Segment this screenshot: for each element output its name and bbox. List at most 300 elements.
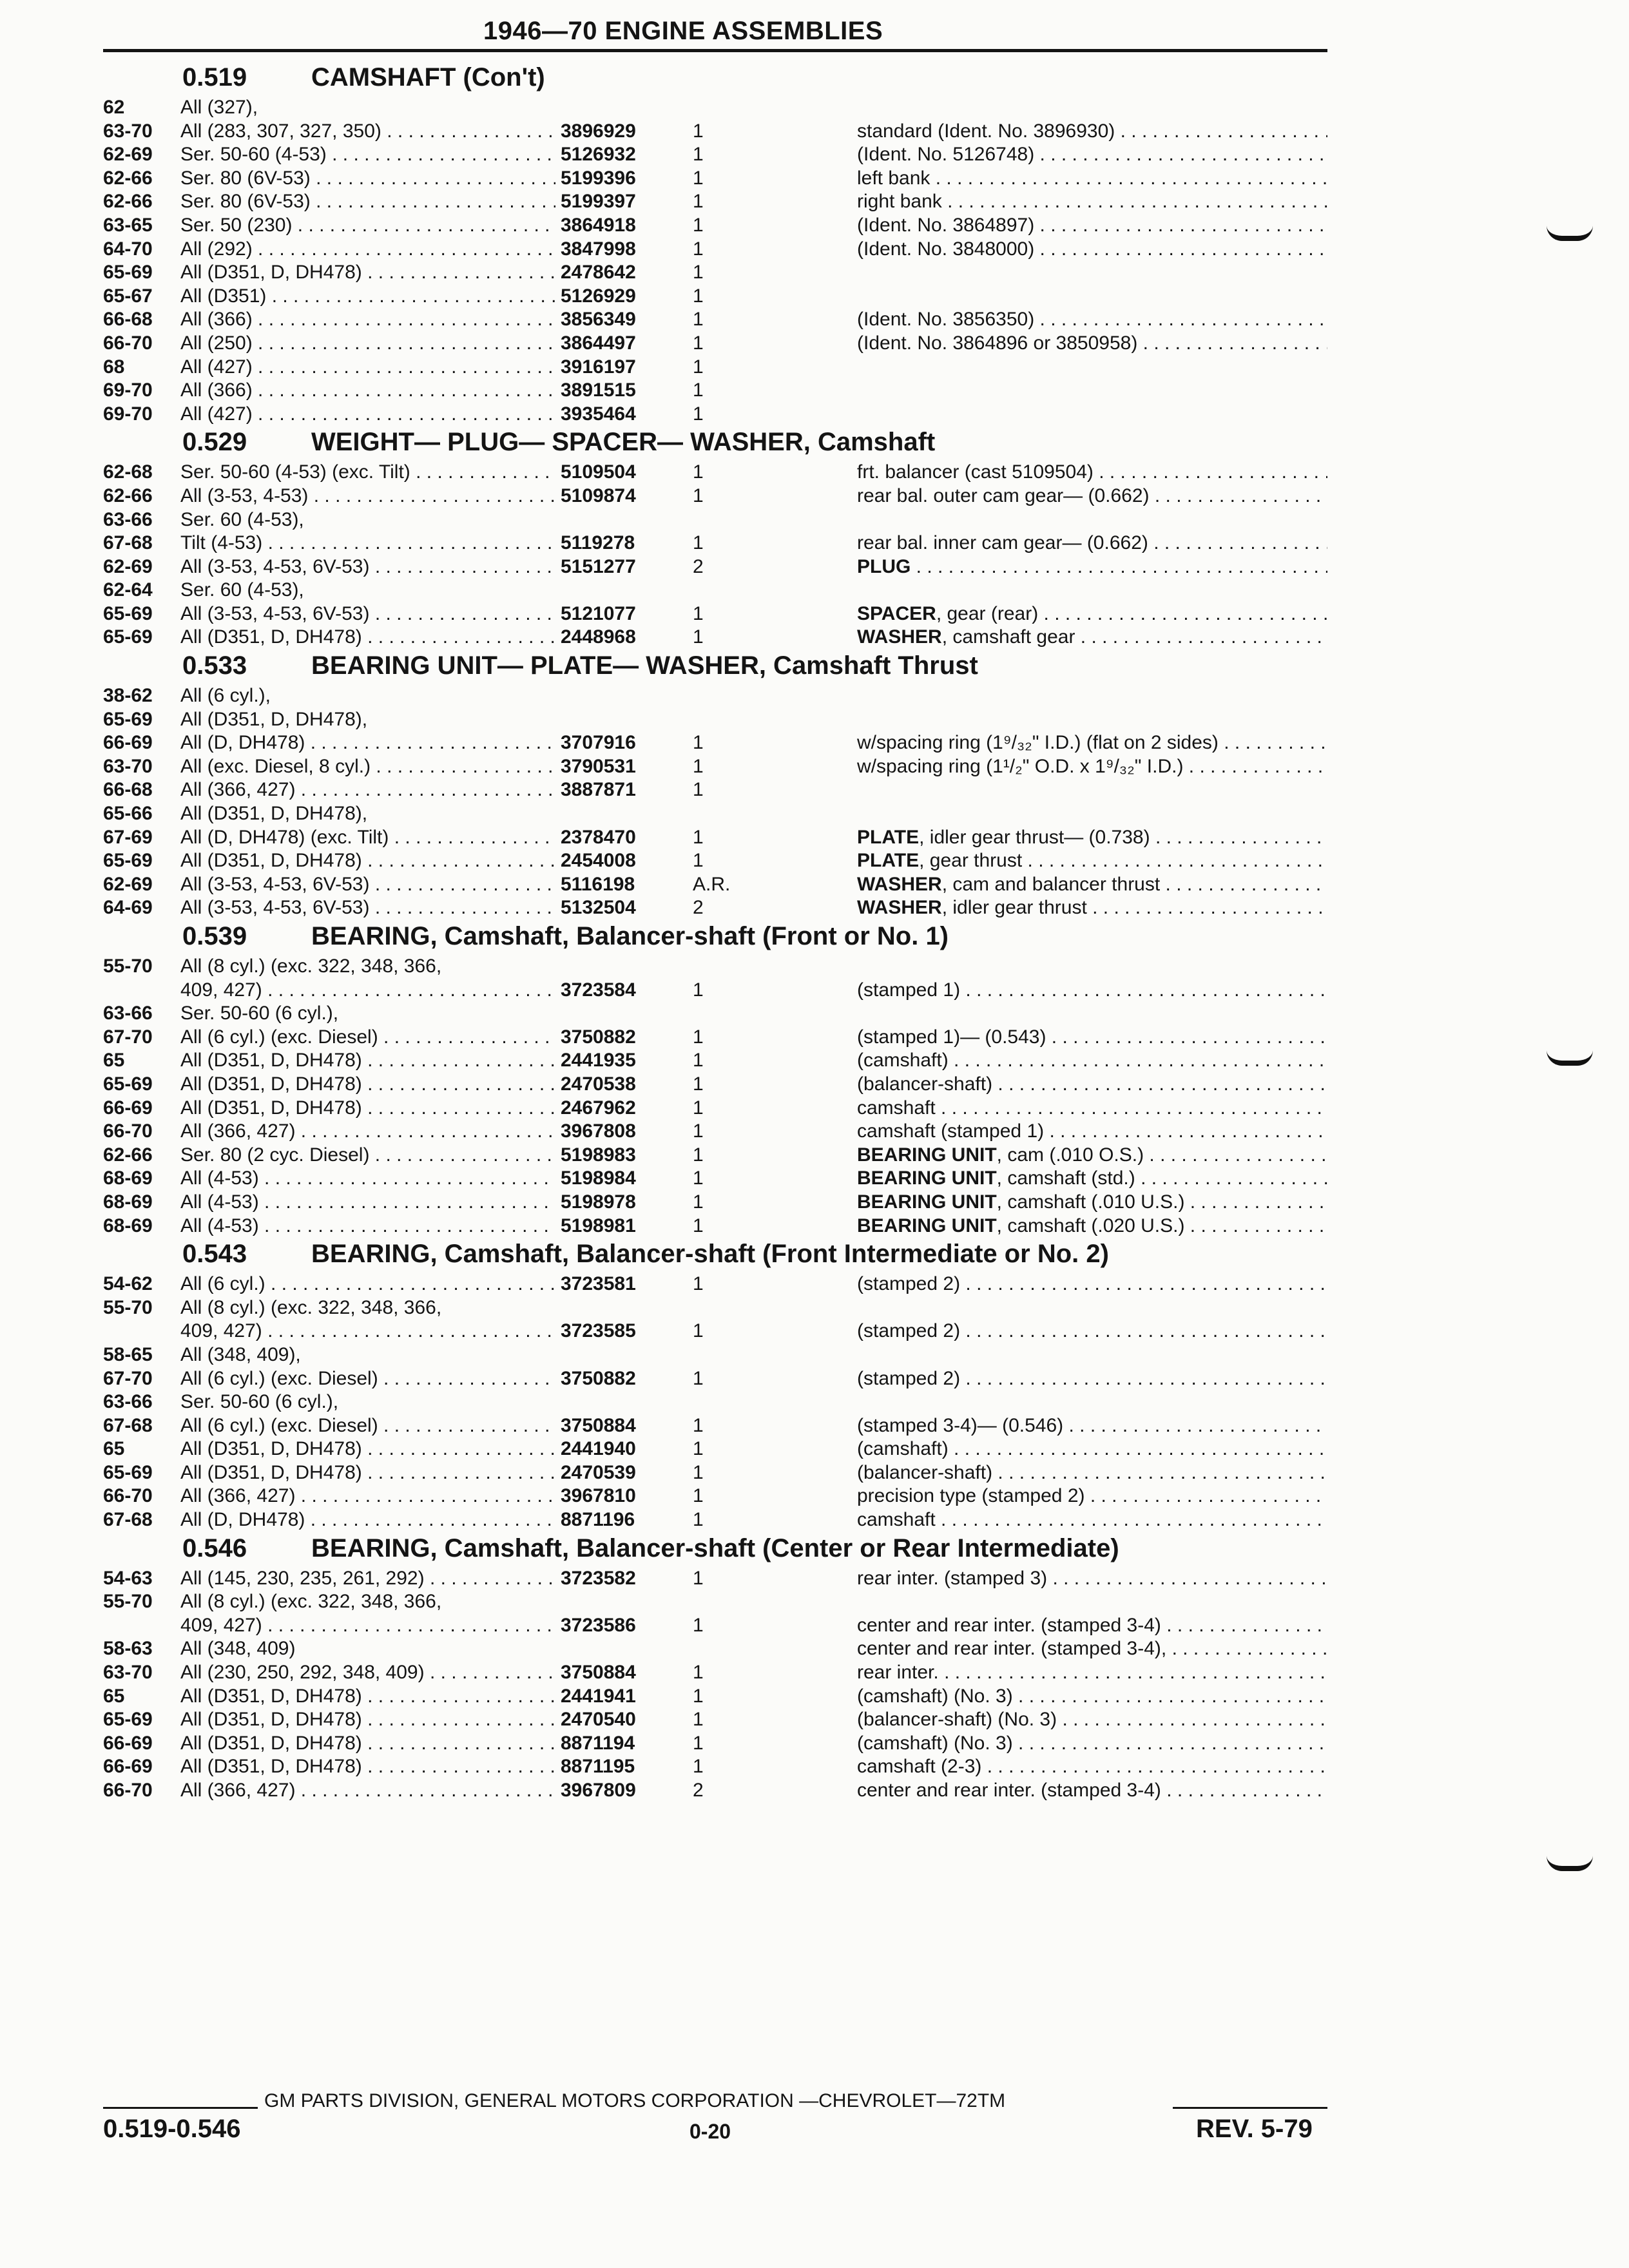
quantity: 1 [693,356,704,378]
section-title: BEARING, Camshaft, Balancer-shaft (Front or No. 1) [311,922,949,950]
description: camshaft (2-3) . . . [857,1755,1327,1779]
model-years: 65-69 [103,1461,153,1483]
application: All (6 cyl.) (exc. Diesel) . . . [180,1414,625,1438]
quantity: 1 [693,309,704,331]
quantity: 1 [693,626,704,648]
table-row [103,1296,1327,1320]
application: All (D351, D, DH478) . . . [180,1461,625,1485]
part-number: 3864497 [555,332,636,356]
description: PLATE, gear thrust . . . [857,849,1327,873]
model-years: 67-68 [103,1414,153,1436]
footer-page-number: 0-20 [689,2120,731,2143]
model-years: 67-70 [103,1026,153,1048]
section-number: 0.533 [182,651,247,680]
description: camshaft . . . [857,1097,1327,1120]
application: All (D351, D, DH478) . . . [180,626,625,649]
model-years: 55-70 [103,1296,153,1318]
application: All (327), [180,97,258,118]
part-number: 3864918 [555,214,636,238]
application: All (366, 427) . . . [180,778,625,802]
table-row [103,261,1327,285]
part-number: 3896929 [555,120,636,144]
table-row [103,1485,1327,1508]
quantity: 1 [693,1567,704,1589]
description: frt. balancer (cast 5109504) . . . [857,461,1327,485]
application: Ser. 80 (2 cyc. Diesel) . . . [180,1144,625,1168]
application: Ser. 60 (4-53), [180,508,304,530]
model-years: 55-70 [103,956,153,977]
quantity: 1 [693,1367,704,1389]
part-number: 8871194 [555,1732,635,1756]
application: All (8 cyl.) (exc. 322, 348, 366, [180,956,442,977]
description: (camshaft) (No. 3) . . . [857,1732,1327,1756]
application: All (292) . . . [180,238,625,262]
part-number: 5198983 [555,1144,636,1168]
application: Ser. 50-60 (6 cyl.), [180,1003,339,1024]
model-years: 66-68 [103,779,153,801]
application: All (4-53) . . . [180,1215,625,1238]
description: BEARING UNIT, camshaft (.010 U.S.) . . . [857,1191,1327,1215]
description: (stamped 1)— (0.543) . . . [857,1026,1327,1050]
model-years: 63-66 [103,508,153,530]
quantity: 1 [693,1168,704,1189]
application: All (D351, D, DH478), [180,803,368,825]
model-years: 67-68 [103,1509,153,1531]
footer-revision: REV. 5-79 [1196,2115,1313,2143]
footer-section-range: 0.519-0.546 [103,2115,241,2143]
description [857,555,1327,579]
model-years: 38-62 [103,685,153,707]
description: center and rear inter. (stamped 3-4), . . . [857,1637,1327,1661]
model-years: 63-66 [103,1003,153,1024]
quantity: 1 [693,1614,704,1636]
description-keyword: SPACER [857,602,936,624]
description: (Ident. No. 5126748) . . . [857,143,1327,167]
application: All (3-53, 4-53, 6V-53) . . . [180,873,625,897]
quantity: 1 [693,1485,704,1507]
quantity: 1 [693,850,704,872]
description: camshaft (stamped 1) . . . [857,1120,1327,1144]
application: All (6 cyl.) (exc. Diesel) . . . [180,1026,625,1050]
application: All (366) . . . [180,308,625,332]
part-number: 3723581 [555,1273,636,1296]
table-row [103,1215,1327,1238]
description-keyword: BEARING UNIT [857,1144,997,1166]
table-row [103,802,1327,826]
description: (Ident. No. 3864896 or 3850958) . . . [857,332,1327,356]
model-years: 62 [103,97,125,118]
section-title: BEARING UNIT— PLATE— WASHER, Camshaft Thrust [311,651,978,680]
application: All (D351) . . . [180,285,625,309]
application: All (D351, D, DH478) . . . [180,261,625,285]
table-row [103,532,1327,555]
description: (stamped 2) . . . [857,1320,1327,1343]
part-number: 3856349 [555,308,636,332]
quantity: 2 [693,555,704,577]
application: All (6 cyl.) . . . [180,1273,625,1296]
section-heading [103,1532,1327,1567]
model-years: 63-70 [103,1662,153,1684]
table-row [103,356,1327,380]
application: All (230, 250, 292, 348, 409) . . . [180,1661,625,1685]
quantity: A.R. [693,873,731,895]
description: rear inter. (stamped 3) . . . [857,1567,1327,1591]
description: w/spacing ring (1¹/₂" O.D. x 1⁹/₃₂" I.D.) . . . [857,755,1327,779]
part-number: 2470539 [555,1461,636,1485]
application: All (366, 427) . . . [180,1779,625,1803]
application: Tilt (4-53) . . . [180,532,625,555]
quantity: 1 [693,1120,704,1142]
application: All (145, 230, 235, 261, 292) . . . [180,1567,625,1591]
description-keyword: BEARING UNIT [857,1168,997,1189]
table-row [103,1144,1327,1168]
part-number: 3723582 [555,1567,636,1591]
model-years: 58-63 [103,1638,153,1660]
part-number: 2441935 [555,1049,636,1073]
model-years: 62-66 [103,167,153,189]
model-years: 65-69 [103,850,153,872]
description: (Ident. No. 3856350) . . . [857,308,1327,332]
section-title: WEIGHT— PLUG— SPACER— WASHER, Camshaft [311,428,936,457]
table-row [103,308,1327,332]
part-number: 3750882 [555,1026,636,1050]
application: 409, 427) . . . [180,979,625,1003]
part-number: 3707916 [555,731,636,755]
section-title: BEARING, Camshaft, Balancer-shaft (Center or Rear Intermediate) [311,1533,1119,1562]
description: rear bal. outer cam gear— (0.662) . . . [857,485,1327,508]
part-number: 5151277 [555,555,636,579]
table-row [103,955,1327,979]
application: All (250) . . . [180,332,625,356]
part-number: 3750882 [555,1367,636,1391]
quantity: 1 [693,1414,704,1436]
table-row [103,684,1327,708]
quantity: 1 [693,1097,704,1119]
application: Ser. 60 (4-53), [180,579,304,601]
section-heading [103,920,1327,955]
model-years: 54-63 [103,1567,153,1589]
part-number: 8871196 [555,1508,635,1532]
quantity: 1 [693,238,704,260]
application: Ser. 50-60 (4-53) (exc. Tilt) . . . [180,461,625,485]
description: right bank . . . [857,190,1327,214]
application: All (366) . . . [180,379,625,403]
application: 409, 427) . . . [180,1614,625,1638]
part-number: 5199396 [555,167,636,191]
model-years: 66-68 [103,309,153,331]
table-row [103,1732,1327,1756]
description: BEARING UNIT, camshaft (std.) . . . [857,1167,1327,1191]
description: WASHER, camshaft gear . . . [857,626,1327,649]
quantity: 1 [693,779,704,801]
application: All (D351, D, DH478) . . . [180,1732,625,1756]
part-number: 3723585 [555,1320,636,1343]
quantity: 2 [693,897,704,919]
quantity: 1 [693,1709,704,1731]
application: All (283, 307, 327, 350) . . . [180,120,625,144]
binder-hole-mark [1547,226,1593,241]
quantity: 1 [693,262,704,284]
model-years: 67-69 [103,826,153,848]
section-title: BEARING, Camshaft, Balancer-shaft (Front Intermediate or No. 2) [311,1240,1109,1269]
binder-hole-mark [1547,1050,1593,1066]
table-row [103,555,1327,579]
description: precision type (stamped 2) . . . [857,1485,1327,1508]
application: All (D351, D, DH478), [180,708,368,730]
model-years: 62-69 [103,144,153,166]
table-row [103,1779,1327,1803]
quantity: 1 [693,1073,704,1095]
table-row [103,1508,1327,1532]
footer-publisher: GM PARTS DIVISION, GENERAL MOTORS CORPORATION —CHEVROLET—72TM [264,2090,1006,2111]
table-row [103,379,1327,403]
part-number: 2448968 [555,626,636,649]
part-number: 5121077 [555,602,636,626]
description: center and rear inter. (stamped 3-4) . . . [857,1614,1327,1638]
table-row [103,508,1327,532]
description: w/spacing ring (1⁹/₃₂" I.D.) (flat on 2 sides) . . . [857,731,1327,755]
description: (stamped 3-4)— (0.546) . . . [857,1414,1327,1438]
part-number: 3891515 [555,379,636,403]
model-years: 66-69 [103,1732,153,1754]
description: left bank . . . [857,167,1327,191]
model-years: 66-69 [103,1097,153,1119]
part-number: 5109874 [555,485,636,508]
application: All (D351, D, DH478) . . . [180,1755,625,1779]
quantity: 1 [693,1662,704,1684]
model-years: 65-69 [103,1709,153,1731]
quantity: 1 [693,120,704,142]
description: SPACER, gear (rear) . . . [857,602,1327,626]
part-number: 5199397 [555,190,636,214]
table-row [103,1567,1327,1591]
model-years: 65 [103,1685,125,1707]
quantity: 1 [693,532,704,554]
page-title: 1946—70 ENGINE ASSEMBLIES [483,17,883,45]
quantity: 1 [693,285,704,307]
model-years: 66-70 [103,1485,153,1507]
table-row [103,332,1327,356]
model-years: 54-62 [103,1273,153,1295]
table-row [103,120,1327,144]
table-row [103,873,1327,897]
description: (stamped 1) . . . [857,979,1327,1003]
model-years: 65-69 [103,626,153,648]
table-row [103,485,1327,508]
application: All (exc. Diesel, 8 cyl.) . . . [180,755,625,779]
model-years: 65-69 [103,262,153,284]
table-row [103,979,1327,1003]
application: All (D351, D, DH478) . . . [180,1437,625,1461]
part-number: 3916197 [555,356,636,380]
section-number: 0.543 [182,1240,247,1269]
model-years: 62-66 [103,485,153,506]
part-number: 2378470 [555,826,636,850]
quantity: 1 [693,1026,704,1048]
description: BEARING UNIT, camshaft (.020 U.S.) . . . [857,1215,1327,1238]
part-number: 8871195 [555,1755,635,1779]
part-number: 5126929 [555,285,636,309]
part-number: 5126932 [555,143,636,167]
application: All (6 cyl.), [180,685,271,707]
quantity: 1 [693,732,704,754]
section-number: 0.519 [182,63,247,91]
application: All (3-53, 4-53, 6V-53) . . . [180,896,625,920]
application: Ser. 50-60 (6 cyl.), [180,1391,339,1413]
application: All (3-53, 4-53, 6V-53) . . . [180,602,625,626]
description-keyword: WASHER [857,897,942,919]
section-title: CAMSHAFT (Con't) [311,63,545,91]
application: All (D351, D, DH478) . . . [180,1708,625,1732]
part-number: 3967810 [555,1485,636,1508]
part-number: 5109504 [555,461,636,485]
table-row [103,708,1327,732]
table-row [103,1461,1327,1485]
model-years: 68-69 [103,1191,153,1213]
table-row [103,461,1327,485]
model-years: 62-69 [103,555,153,577]
part-number: 3750884 [555,1414,636,1438]
application: All (8 cyl.) (exc. 322, 348, 366, [180,1296,442,1318]
table-row [103,190,1327,214]
description-keyword: PLATE [857,850,920,872]
quantity: 1 [693,1461,704,1483]
table-row [103,96,1327,120]
quantity: 1 [693,1050,704,1072]
description: rear inter. . . . [857,1661,1327,1685]
quantity: 1 [693,380,704,401]
table-row [103,1320,1327,1343]
quantity: 1 [693,1191,704,1213]
quantity: 1 [693,1320,704,1342]
quantity: 1 [693,1509,704,1531]
application: Ser. 80 (6V-53) . . . [180,190,625,214]
table-row [103,778,1327,802]
binder-hole-mark [1547,1856,1593,1871]
description: (balancer-shaft) . . . [857,1461,1327,1485]
section-number: 0.529 [182,428,247,457]
application: All (427) . . . [180,403,625,427]
description-keyword: BEARING UNIT [857,1215,997,1236]
quantity: 1 [693,755,704,777]
part-number: 5198984 [555,1167,636,1191]
table-row [103,1002,1327,1026]
description-keyword: PLATE [857,826,920,848]
description: WASHER, idler gear thrust . . . [857,896,1327,920]
model-years: 55-70 [103,1591,153,1613]
part-number: 2441940 [555,1437,636,1461]
quantity: 1 [693,1144,704,1166]
table-row [103,285,1327,309]
part-number: 3967808 [555,1120,636,1144]
table-row [103,1191,1327,1215]
model-years: 58-65 [103,1343,153,1365]
table-row [103,1637,1327,1661]
application: All (3-53, 4-53, 6V-53) . . . [180,555,625,579]
part-number: 2470540 [555,1708,636,1732]
part-number: 3790531 [555,755,636,779]
quantity: 1 [693,1438,704,1460]
quantity: 1 [693,191,704,213]
application: All (348, 409), [180,1343,301,1365]
quantity: 1 [693,214,704,236]
table-row [103,1120,1327,1144]
section-heading [103,1238,1327,1273]
part-number: 2454008 [555,849,636,873]
quantity: 1 [693,403,704,425]
model-years: 64-70 [103,238,153,260]
description: (Ident. No. 3848000) . . . [857,238,1327,262]
application: All (6 cyl.) (exc. Diesel) . . . [180,1367,625,1391]
footer-rule-left [103,2107,258,2109]
application: All (8 cyl.) (exc. 322, 348, 366, [180,1591,442,1613]
description: rear bal. inner cam gear— (0.662) . . . [857,532,1327,555]
model-years: 65-69 [103,708,153,730]
application: All (3-53, 4-53) . . . [180,485,625,508]
model-years: 64-69 [103,897,153,919]
table-row [103,826,1327,850]
description: (camshaft) . . . [857,1049,1327,1073]
part-number: 3847998 [555,238,636,262]
table-row [103,602,1327,626]
application: All (348, 409) [180,1638,296,1660]
model-years: 66-69 [103,732,153,754]
model-years: 63-70 [103,755,153,777]
part-number: 3723586 [555,1614,636,1638]
description-keyword: BEARING UNIT [857,1191,997,1213]
table-row [103,896,1327,920]
model-years: 63-70 [103,120,153,142]
application: All (D351, D, DH478) . . . [180,1685,625,1709]
table-row [103,1685,1327,1709]
part-number: 3935464 [555,403,636,427]
table-row [103,143,1327,167]
description: (camshaft) . . . [857,1437,1327,1461]
application: All (366, 427) . . . [180,1485,625,1508]
application: All (366, 427) . . . [180,1120,625,1144]
table-row [103,579,1327,602]
section-heading [103,61,1327,96]
model-years: 66-70 [103,332,153,354]
model-years: 65-69 [103,602,153,624]
model-years: 68 [103,356,125,378]
part-number: 2470538 [555,1073,636,1097]
quantity: 1 [693,144,704,166]
model-years: 66-70 [103,1120,153,1142]
part-number: 2467962 [555,1097,636,1120]
model-years: 65-69 [103,1073,153,1095]
quantity: 2 [693,1780,704,1801]
description: (camshaft) (No. 3) . . . [857,1685,1327,1709]
quantity: 1 [693,1685,704,1707]
table-row [103,238,1327,262]
table-row [103,1590,1327,1614]
application: All (4-53) . . . [180,1191,625,1215]
description: center and rear inter. (stamped 3-4) . . . [857,1779,1327,1803]
application: All (D351, D, DH478) . . . [180,1073,625,1097]
model-years: 65 [103,1050,125,1072]
application: All (4-53) . . . [180,1167,625,1191]
table-row [103,1273,1327,1296]
model-years: 65-67 [103,285,153,307]
model-years: 62-68 [103,461,153,483]
application: All (427) . . . [180,356,625,380]
quantity: 1 [693,1273,704,1295]
description: standard (Ident. No. 3896930) . . . [857,120,1327,144]
application: All (D351, D, DH478) . . . [180,849,625,873]
table-row [103,1167,1327,1191]
table-row [103,1097,1327,1120]
